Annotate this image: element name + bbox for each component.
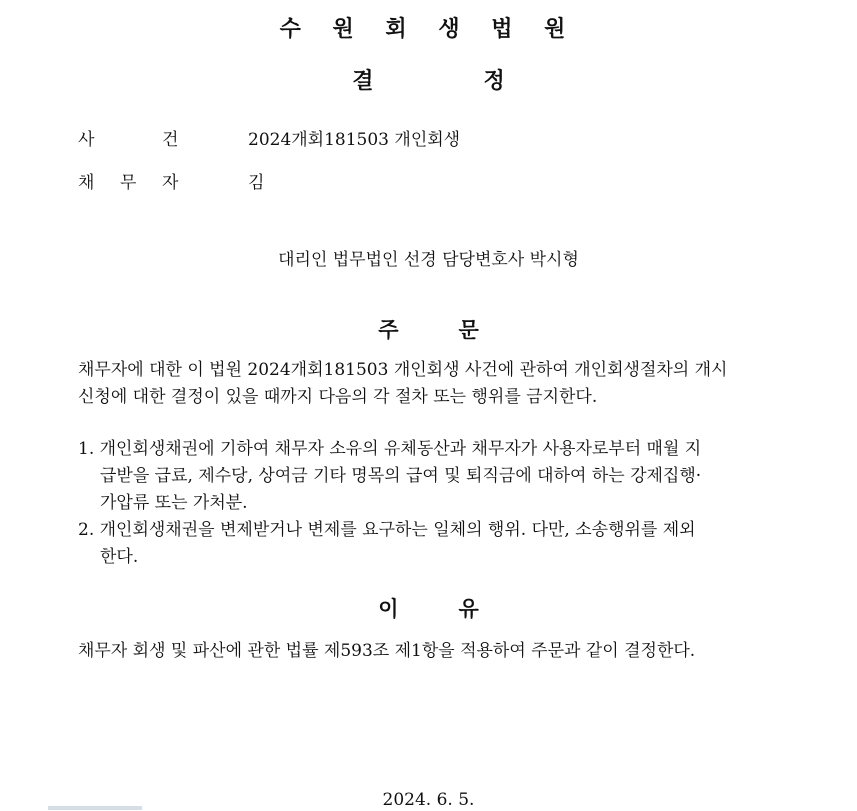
order-intro-line-2: 신청에 대한 결정이 있을 때까지 다음의 각 절차 또는 행위를 금지한다. (78, 387, 598, 407)
reason-heading (0, 593, 857, 623)
court-name: 수 원 회 생 법 원 (279, 17, 578, 42)
order-item-2-line-1: 2. 개인회생채권을 변제받거나 변제를 요구하는 일체의 행위. 다만, 소송행위를 제외 (78, 520, 696, 540)
debtor-label-char: 무 (120, 173, 137, 193)
debtor-label-char: 자 (162, 173, 179, 193)
reason-heading-part1: 이 (378, 597, 399, 621)
order-item-1-line-1: 1. 개인회생채권에 기하여 채무자 소유의 유체동산과 채무자가 사용자로부터 매월 지 (78, 439, 702, 459)
case-label-char: 사 (78, 130, 95, 150)
reason-text: 채무자 회생 및 파산에 관한 법률 제593조 제1항을 적용하여 주문과 같이 결정한다. (78, 641, 696, 661)
order-item-1-line-2: 급받을 급료, 제수당, 상여금 기타 명목의 급여 및 퇴직금에 대하여 하는 강제집행· (100, 466, 702, 486)
order-intro-line-1: 채무자에 대한 이 법원 2024개회181503 개인회생 사건에 관하여 개인회생절차의 개시 (78, 360, 728, 380)
document-title-part1: 결 (352, 69, 374, 94)
order-heading-part1: 주 (378, 318, 399, 342)
debtor-label-char: 채 (78, 173, 95, 193)
case-label-char: 건 (162, 130, 179, 150)
debtor-name: 김 (248, 173, 265, 193)
bottom-rule (48, 806, 142, 810)
order-heading-part2: 문 (458, 318, 479, 342)
order-item-2-line-2: 한다. (100, 547, 139, 567)
decision-date: 2024. 6. 5. (382, 790, 475, 810)
reason-heading-part2: 유 (458, 597, 479, 621)
document-title (0, 64, 857, 95)
order-heading (0, 314, 857, 344)
case-number: 2024개회181503 개인회생 (248, 130, 461, 150)
counsel-line: 대리인 법무법인 선경 담당변호사 박시형 (278, 250, 579, 270)
document-title-part2: 정 (483, 69, 505, 94)
order-item-1-line-3: 가압류 또는 가처분. (100, 493, 248, 513)
